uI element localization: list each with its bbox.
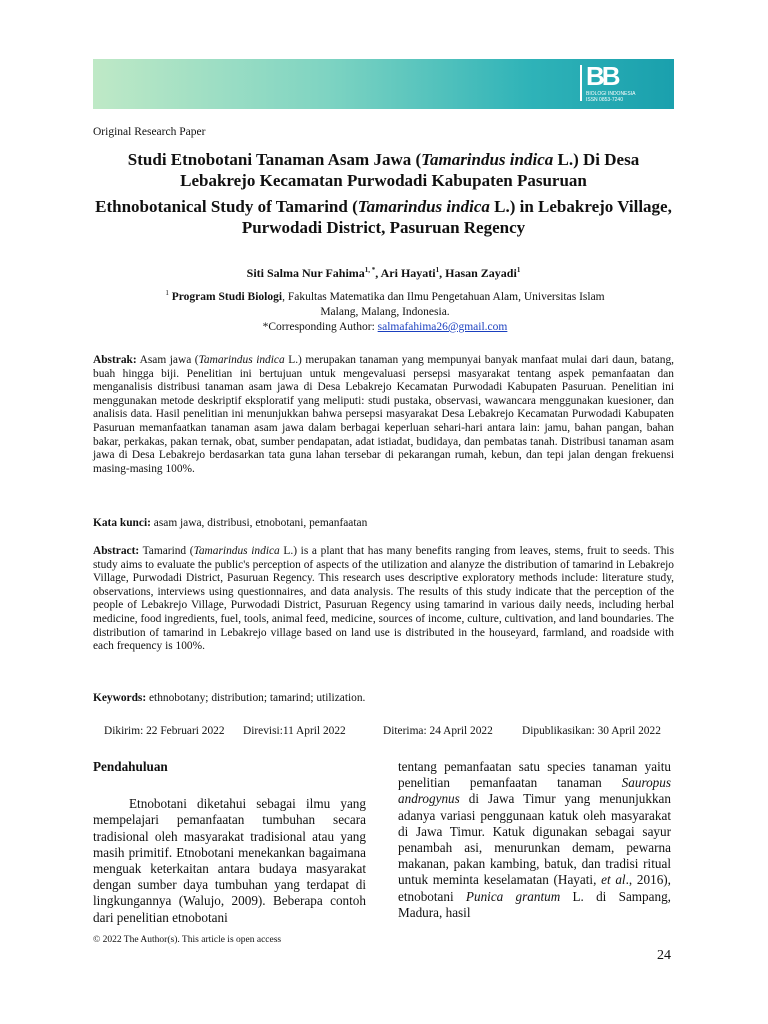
author-3-sup: 1 — [516, 266, 521, 274]
copyright-footer: © 2022 The Author(s). This article is open access — [93, 935, 282, 945]
affil-rest: , Fakultas Matematika dan Ilmu Pengetahuan Alam, Universitas Islam Malang, Malang, Indonesia. — [282, 290, 605, 318]
abstrak-pre: Asam jawa ( — [136, 354, 199, 366]
right-species-1: Sauropus androgynus — [398, 775, 671, 807]
abstract-species: Tamarindus indica — [193, 545, 280, 557]
title-en-post: L.) in Lebakrejo Village, Purwodadi District, Pasuruan Regency — [241, 197, 672, 237]
date-revised: Direvisi:11 April 2022 — [243, 725, 346, 737]
right-etal: et al — [601, 872, 626, 888]
abstrak-paragraph — [93, 354, 674, 476]
corresponding-email-link[interactable]: salmafahima26@gmail.com — [377, 320, 508, 333]
logo-subtitle: BIOLOGI INDONESIA — [586, 91, 636, 97]
abstract-label: Abstract: — [93, 545, 140, 557]
corresponding-label: *Corresponding Author: — [262, 320, 378, 333]
intro-paragraph: Etnobotani diketahui sebagai ilmu yang mempelajari pemanfaatan tumbuhan secara tradisional oleh masyarakat tradisional atau yang masih primitif. Etnobotani menekankan bagaimana menguak keterkaitan antara budaya masyarakat dengan sumber daya tumbuhan yang terdapat di lingkungannya (Walujo, 2009). Beberapa contoh dari penelitian etnobotani — [93, 796, 366, 925]
author-1-sup: 1, * — [364, 266, 376, 274]
body-column-left — [93, 759, 366, 926]
abstrak-label: Abstrak: — [93, 354, 137, 366]
keywords-label: Keywords: — [93, 692, 147, 704]
author-2: , Ari Hayati — [375, 266, 436, 280]
abstract-paragraph — [93, 545, 674, 654]
right-text-1: tentang pemanfaatan satu species tanaman yaitu penelitian pemanfaatan tanaman — [398, 759, 671, 791]
article-type-label: Original Research Paper — [93, 126, 206, 138]
issn-label: ISSN 0853-7240 — [586, 97, 623, 103]
right-text-4: L. di Sampang, Madura, hasil — [398, 888, 671, 920]
section-heading: Pendahuluan — [93, 759, 168, 774]
logo-letters: BB — [586, 61, 618, 91]
title-id-species: Tamarindus indica — [421, 150, 554, 169]
author-3: , Hasan Zayadi — [439, 266, 517, 280]
affil-sup: 1 — [165, 289, 169, 297]
right-text-3: ., 2016), etnobotani — [398, 872, 671, 904]
affiliation — [160, 286, 610, 335]
author-list — [93, 266, 674, 281]
title-english — [93, 196, 674, 238]
author-2-sup: 1 — [435, 266, 440, 274]
body-column-right — [398, 759, 671, 921]
journal-header-band — [93, 59, 674, 109]
keywords-line — [93, 692, 674, 706]
abstrak-body: L.) merupakan tanaman yang mempunyai banyak manfaat mulai dari daun, batang, buah hingga biji. Penelitian ini bertujuan untuk mengevaluasi persepsi masyarakat tentang aspek pemanfaatan dan menganalisis distribusi tanaman asam jawa di Desa Lebakrejo Kecamatan Purwodadi Kabupaten Pasuruan. Penelitian ini menggunakan metode deskriptif eksploratif yang meliputi: studi pustaka, observasi, wawancara menggunakan kuesioner, dan analisis data. Hasil penelitian ini menunjukkan bahwa persepsi masyarakat Desa Lebakrejo Kecamatan Purwodadi Kabupaten Pasuruan memanfaatkan tanaman asam jawa dalam berbagai keperluan sehari-hari antara lain: jamu, bahan pangan, bahan bakar, perkakas, pakan ternak, obat, sumber pendapatan, adat istiadat, budidaya, dan pembatas tanah. Distribusi tanaman asam jawa di Desa Lebakrejo berdasarkan tata guna lahan tersebar di pekarangan rumah, kebun, dan tepi jalan dengan frekuensi masing-masing 100%. — [93, 354, 674, 475]
right-species-2: Punica grantum — [465, 888, 561, 904]
title-id-post: L.) Di Desa Lebakrejo Kecamatan Purwodadi Kabupaten Pasuruan — [180, 150, 640, 190]
kata-kunci-label: Kata kunci: — [93, 517, 151, 529]
page-number: 24 — [657, 948, 671, 963]
kata-kunci-line — [93, 517, 674, 531]
abstract-pre: Tamarind ( — [139, 545, 194, 557]
affil-program: Program Studi Biologi — [171, 290, 283, 303]
abstract-body: L.) is a plant that has many benefits ranging from leaves, stems, fruit to seeds. This study aims to evaluate the public's perception of aspects of the utilization and alanyze the distribution of tamarind in Lebakrejo Village, Purwodadi District, Pasuruan Regency. This research uses descriptive exploratory methods include: literature study, observations, interviews using questionnaires, and data analysis. The results of this study indicate that the perception of the people of Lebakrejo Village, Purwodadi District, Pasuruan Regency using tamarind in various daily needs, including herbal medicine, food ingredients, fuel, tools, animal feed, medicine, sources of income, culture, cultivation, and land boundaries. The distribution of tamarind in Lebakrejo village based on land use is distributed in the houseyard, farmland, and roadside with each frequency is 100%. — [93, 545, 674, 653]
title-en-species: Tamarindus indica — [357, 197, 490, 216]
journal-logo — [586, 63, 646, 105]
date-accepted: Diterima: 24 April 2022 — [383, 725, 493, 737]
author-1: Siti Salma Nur Fahima — [246, 266, 365, 280]
keywords-text: ethnobotany; distribution; tamarind; utilization. — [146, 692, 366, 704]
title-id-pre: Studi Etnobotani Tanaman Asam Jawa ( — [127, 150, 422, 169]
right-text-2: di Jawa Timur yang menunjukkan adanya variasi penggunaan katuk oleh masyarakat di Jawa Timur. Katuk digunakan sebagai sayur penambah asi, menurunkan demam, pewarna makanan, pakan kambing, batuk, dan tradisi ritual untuk meminta keselamatan (Hayati, — [398, 791, 671, 888]
kata-kunci-text: asam jawa, distribusi, etnobotani, pemanfaatan — [150, 517, 368, 529]
date-published: Dipublikasikan: 30 April 2022 — [522, 725, 661, 737]
logo-divider — [580, 65, 582, 101]
date-submitted: Dikirim: 22 Februari 2022 — [104, 725, 225, 737]
title-en-pre: Ethnobotanical Study of Tamarind ( — [95, 197, 358, 216]
title-indonesian — [93, 149, 674, 191]
abstrak-species: Tamarindus indica — [198, 354, 285, 366]
